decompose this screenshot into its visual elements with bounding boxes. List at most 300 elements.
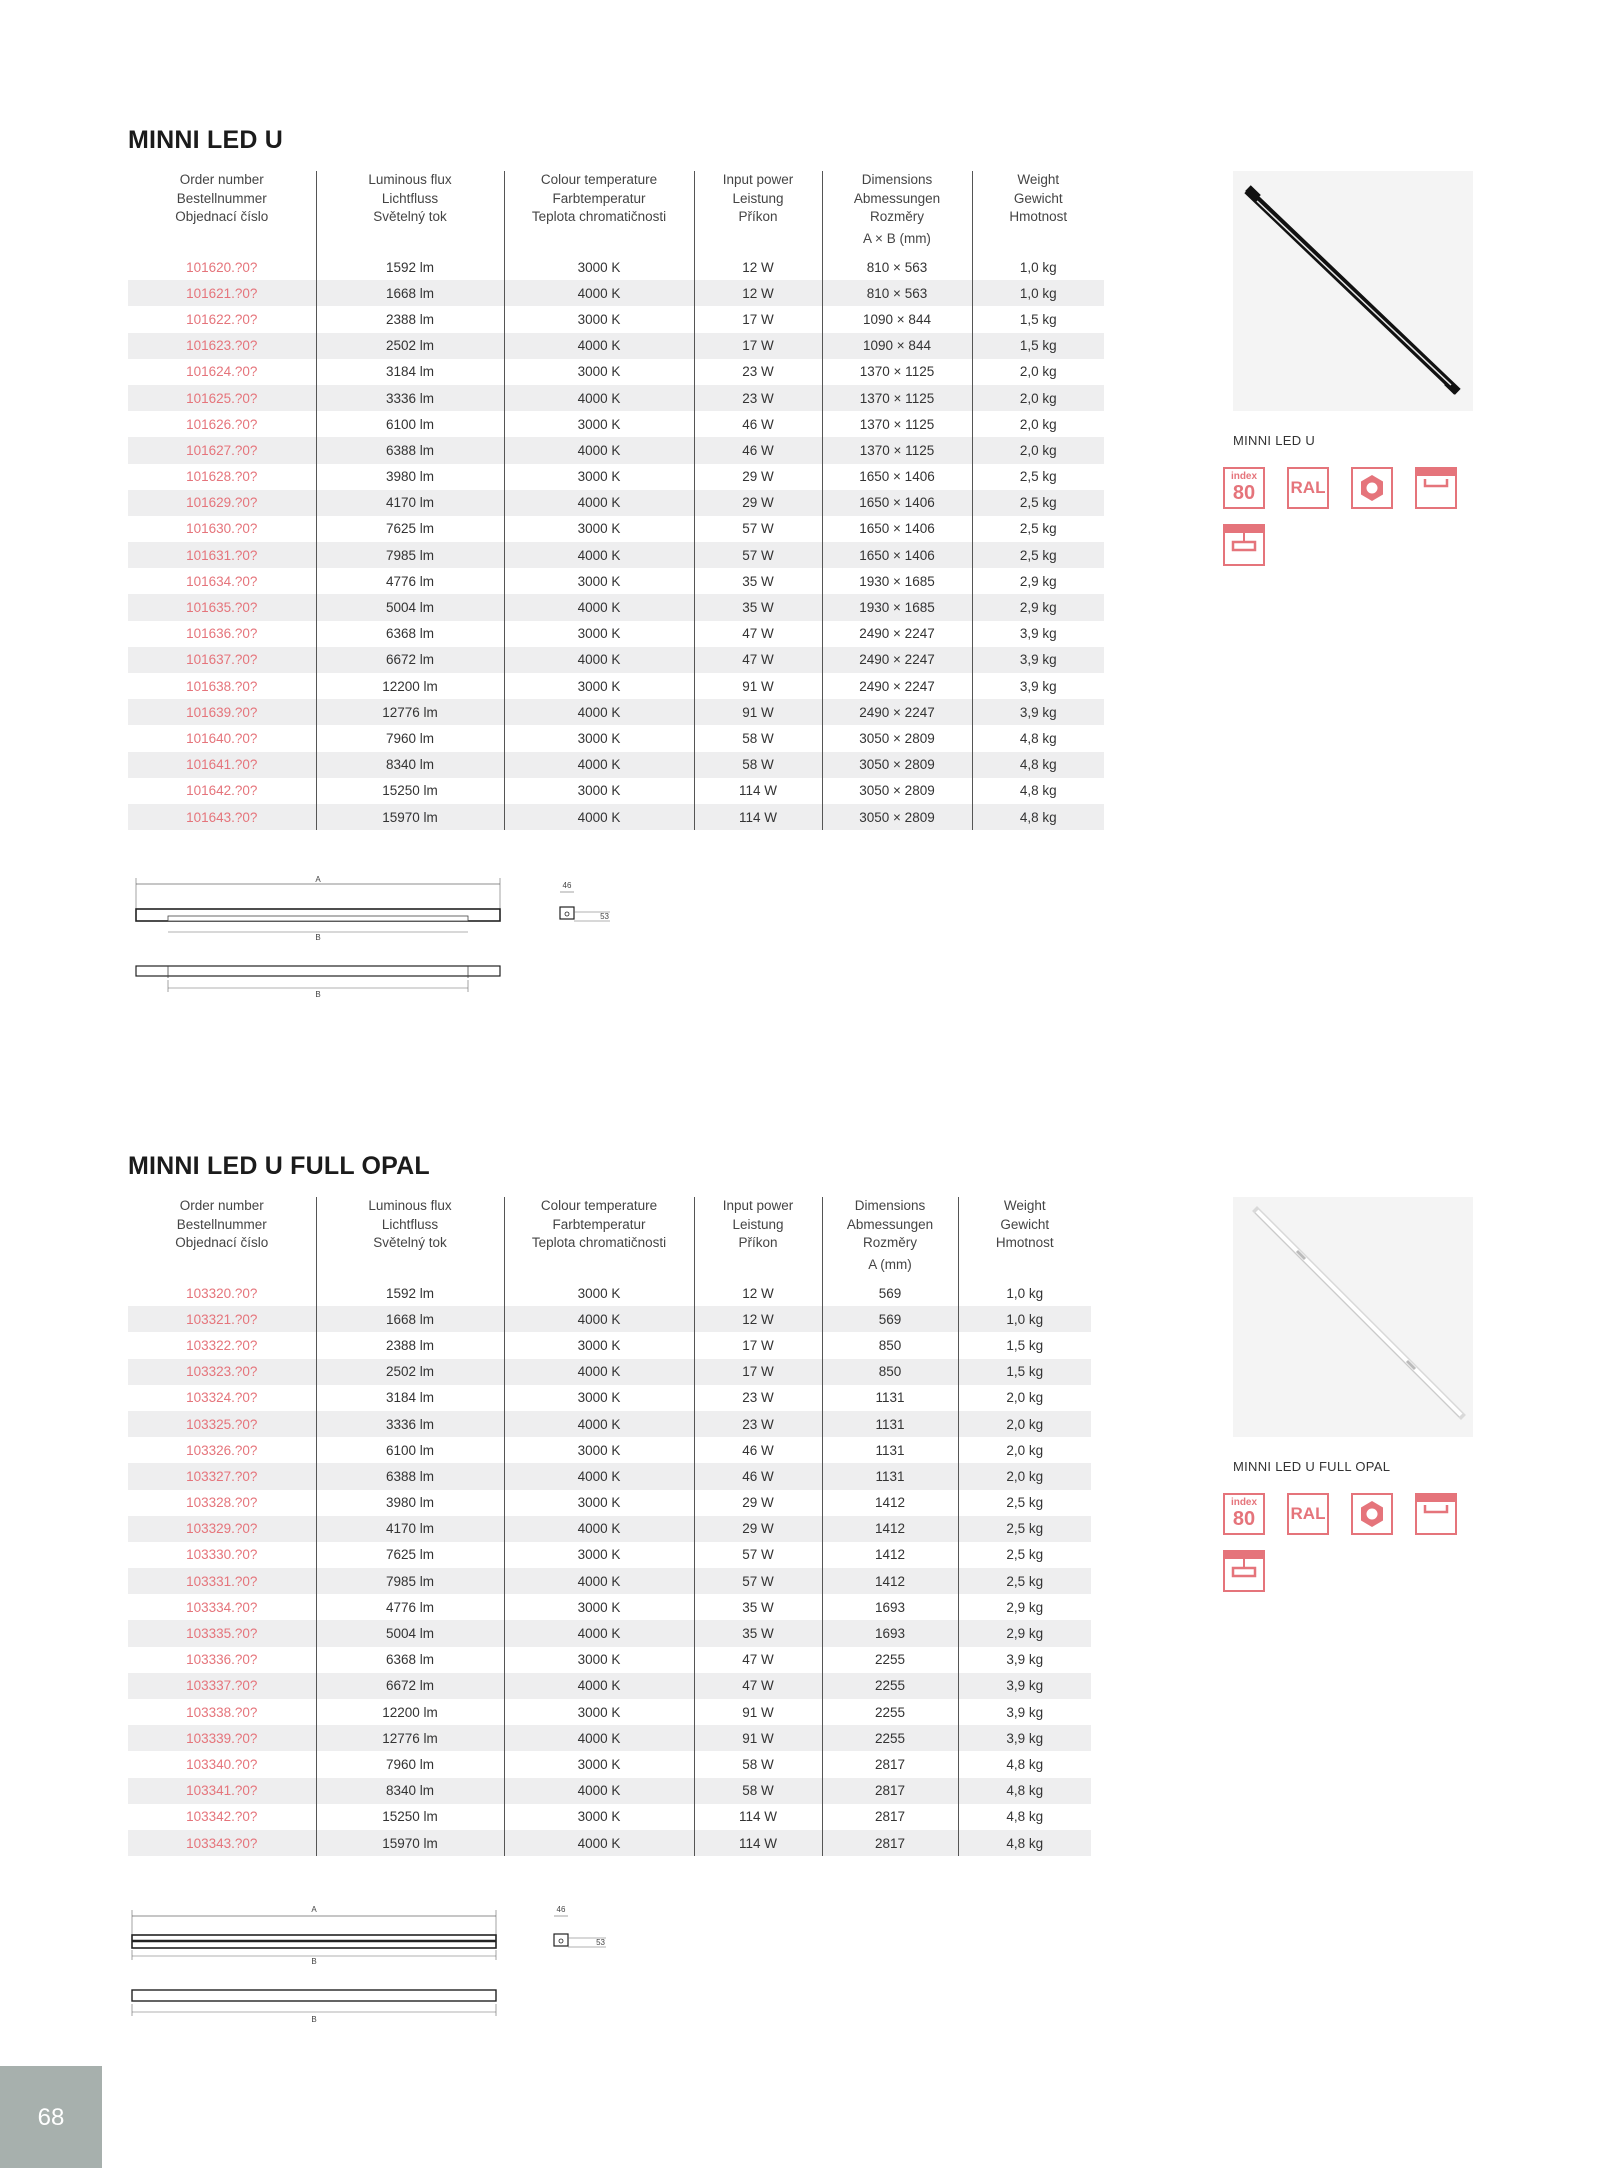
dimensions-cell: 3050 × 2809	[822, 778, 972, 804]
dimensions-cell: 1930 × 1685	[822, 594, 972, 620]
colour-temperature-cell: 4000 K	[504, 752, 694, 778]
header-line: Weight	[1017, 172, 1060, 187]
header-line: Weight	[1003, 1198, 1046, 1213]
luminous-flux-cell: 8340 lm	[316, 1778, 504, 1804]
luminous-flux-cell: 6100 lm	[316, 411, 504, 437]
header-line: Objednací číslo	[175, 209, 269, 224]
luminous-flux-cell: 2502 lm	[316, 1359, 504, 1385]
weight-cell: 2,5 kg	[972, 542, 1104, 568]
order-number-cell: 101640.?0?	[186, 730, 258, 746]
weight-cell: 4,8 kg	[972, 804, 1104, 830]
dimensions-cell: 2255	[822, 1725, 958, 1751]
luminous-flux-cell: 6368 lm	[316, 1647, 504, 1673]
weight-cell: 1,5 kg	[972, 333, 1104, 359]
table-row	[128, 1490, 1091, 1516]
table-row	[128, 752, 1104, 778]
colour-temperature-cell: 4000 K	[504, 385, 694, 411]
hexagon-nut-icon	[1351, 1493, 1393, 1535]
suspended-mount-glyph	[1225, 1552, 1263, 1590]
product-image	[1233, 1197, 1473, 1437]
table-row	[128, 1804, 1091, 1830]
colour-temperature-cell: 3000 K	[504, 1490, 694, 1516]
input-power-cell: 12 W	[694, 254, 822, 280]
weight-cell: 3,9 kg	[958, 1647, 1091, 1673]
colour-temperature-cell: 4000 K	[504, 1359, 694, 1385]
colour-temperature-cell: 4000 K	[504, 1411, 694, 1437]
table-body	[128, 254, 1104, 830]
spec-table	[128, 171, 1104, 830]
input-power-cell: 91 W	[694, 1699, 822, 1725]
header-dimensions	[822, 171, 972, 254]
pendant-luminaire-black-image	[1233, 171, 1473, 411]
input-power-cell: 57 W	[694, 542, 822, 568]
technical-drawing	[128, 1898, 648, 2028]
order-number-cell: 101624.?0?	[186, 364, 258, 380]
technical-drawing	[128, 872, 648, 1002]
order-number-cell: 103334.?0?	[186, 1599, 258, 1615]
dimensions-cell: 1930 × 1685	[822, 568, 972, 594]
input-power-cell: 47 W	[694, 621, 822, 647]
weight-cell: 2,9 kg	[972, 594, 1104, 620]
order-number-cell: 103343.?0?	[128, 1830, 316, 1856]
colour-temperature-cell: 3000 K	[504, 1332, 694, 1358]
section-title: MINNI LED U	[128, 126, 283, 154]
order-number-cell: 103322.?0?	[186, 1337, 258, 1353]
order-number-cell: 103320.?0?	[186, 1285, 258, 1301]
colour-temperature-cell: 4000 K	[504, 490, 694, 516]
input-power-cell: 35 W	[694, 1594, 822, 1620]
luminous-flux-cell: 4776 lm	[316, 1594, 504, 1620]
order-number-cell: 103340.?0?	[186, 1756, 258, 1772]
input-power-cell: 114 W	[694, 804, 822, 830]
colour-temperature-cell: 3000 K	[504, 673, 694, 699]
weight-cell: 3,9 kg	[972, 699, 1104, 725]
dimensions-cell: 2490 × 2247	[822, 699, 972, 725]
weight-cell: 1,0 kg	[972, 280, 1104, 306]
dimension-label-a: A	[311, 1905, 317, 1914]
input-power-cell: 47 W	[694, 1647, 822, 1673]
colour-temperature-cell: 3000 K	[504, 1751, 694, 1777]
table-row	[128, 411, 1104, 437]
input-power-cell: 23 W	[694, 359, 822, 385]
suspended-mount-icon	[1223, 524, 1265, 566]
header-colour-temperature	[504, 1197, 694, 1280]
luminous-flux-cell: 2388 lm	[316, 306, 504, 332]
weight-cell: 2,5 kg	[958, 1490, 1091, 1516]
colour-temperature-cell: 3000 K	[504, 1542, 694, 1568]
weight-cell: 3,9 kg	[972, 673, 1104, 699]
header-line: Rozměry	[862, 1235, 917, 1250]
colour-temperature-cell: 4000 K	[504, 804, 694, 830]
table-row	[128, 621, 1104, 647]
colour-temperature-cell: 4000 K	[504, 542, 694, 568]
table-row	[128, 542, 1104, 568]
order-number-cell: 101642.?0?	[186, 783, 258, 799]
dimensions-cell: 1131	[822, 1385, 958, 1411]
table-row	[128, 1778, 1091, 1804]
header-line: Rozměry	[869, 209, 924, 224]
section-title: MINNI LED U FULL OPAL	[128, 1152, 430, 1180]
header-line: Lichtfluss	[381, 1216, 439, 1232]
colour-temperature-cell: 4000 K	[504, 1620, 694, 1646]
order-number-cell: 103329.?0?	[128, 1516, 316, 1542]
table-row	[128, 594, 1104, 620]
order-number-cell: 101631.?0?	[128, 542, 316, 568]
table-row	[128, 1385, 1091, 1411]
dimensions-cell: 1412	[822, 1516, 958, 1542]
table-header-row	[128, 1197, 1091, 1280]
table-row	[128, 359, 1104, 385]
weight-cell: 2,5 kg	[972, 516, 1104, 542]
header-line: Farbtemperatur	[552, 190, 646, 206]
order-number-cell: 101637.?0?	[128, 647, 316, 673]
luminous-flux-cell: 15250 lm	[316, 1804, 504, 1830]
dimensions-cell: 1090 × 844	[822, 306, 972, 332]
header-line: Colour temperature	[540, 172, 658, 187]
input-power-cell: 17 W	[694, 1359, 822, 1385]
dimension-label-height: 46	[556, 1905, 566, 1914]
colour-temperature-cell: 3000 K	[504, 516, 694, 542]
weight-cell: 2,5 kg	[972, 464, 1104, 490]
dimensions-cell: 1693	[822, 1594, 958, 1620]
order-number-cell: 101635.?0?	[128, 594, 316, 620]
input-power-cell: 58 W	[694, 1751, 822, 1777]
weight-cell: 2,0 kg	[972, 359, 1104, 385]
header-line: Input power	[722, 172, 794, 187]
table-row	[128, 1306, 1091, 1332]
weight-cell: 4,8 kg	[958, 1778, 1091, 1804]
order-number-cell: 101622.?0?	[186, 311, 258, 327]
table-row	[128, 1542, 1091, 1568]
input-power-cell: 58 W	[694, 1778, 822, 1804]
colour-temperature-cell: 3000 K	[504, 359, 694, 385]
luminous-flux-cell: 2502 lm	[316, 333, 504, 359]
luminous-flux-cell: 12200 lm	[316, 673, 504, 699]
luminous-flux-cell: 3980 lm	[316, 1490, 504, 1516]
weight-cell: 2,9 kg	[972, 568, 1104, 594]
table-row	[128, 280, 1104, 306]
colour-temperature-cell: 3000 K	[504, 411, 694, 437]
index-label: index	[1230, 1497, 1258, 1508]
luminous-flux-cell: 3184 lm	[316, 359, 504, 385]
input-power-cell: 57 W	[694, 1542, 822, 1568]
header-line: Farbtemperatur	[552, 1216, 646, 1232]
suspended-mount-glyph	[1225, 526, 1263, 564]
header-line: Teplota chromatičnosti	[531, 209, 667, 224]
luminous-flux-cell: 15970 lm	[316, 804, 504, 830]
table-row	[128, 490, 1104, 516]
table-row	[128, 1463, 1091, 1489]
weight-cell: 1,0 kg	[958, 1280, 1091, 1306]
weight-cell: 4,8 kg	[958, 1751, 1091, 1777]
header-line: Input power	[722, 1198, 794, 1213]
order-number-cell: 101626.?0?	[186, 416, 258, 432]
luminous-flux-cell: 6368 lm	[316, 621, 504, 647]
spec-table	[128, 1197, 1091, 1856]
luminous-flux-cell: 7960 lm	[316, 725, 504, 751]
ral-label: RAL	[1290, 478, 1326, 497]
input-power-cell: 35 W	[694, 594, 822, 620]
table-row	[128, 254, 1104, 280]
luminous-flux-cell: 6672 lm	[316, 1673, 504, 1699]
colour-temperature-cell: 3000 K	[504, 254, 694, 280]
luminous-flux-cell: 6100 lm	[316, 1437, 504, 1463]
table-row	[128, 1699, 1091, 1725]
colour-temperature-cell: 4000 K	[504, 699, 694, 725]
input-power-cell: 12 W	[694, 1306, 822, 1332]
order-number-cell: 103330.?0?	[186, 1547, 258, 1563]
dimensions-cell: 1650 × 1406	[822, 542, 972, 568]
order-number-cell: 101623.?0?	[128, 333, 316, 359]
product-image	[1233, 171, 1473, 411]
order-number-cell: 103326.?0?	[186, 1442, 258, 1458]
colour-temperature-cell: 4000 K	[504, 1306, 694, 1332]
dimensions-cell: 1412	[822, 1568, 958, 1594]
colour-temperature-cell: 3000 K	[504, 1594, 694, 1620]
header-line: Gewicht	[1000, 1216, 1050, 1232]
input-power-cell: 57 W	[694, 1568, 822, 1594]
weight-cell: 2,0 kg	[958, 1437, 1091, 1463]
colour-temperature-cell: 3000 K	[504, 1647, 694, 1673]
header-line: Hmotnost	[995, 1235, 1054, 1250]
weight-cell: 4,8 kg	[972, 725, 1104, 751]
order-number-cell: 103331.?0?	[128, 1568, 316, 1594]
weight-cell: 4,8 kg	[958, 1804, 1091, 1830]
dimensions-cell: 1131	[822, 1437, 958, 1463]
weight-cell: 2,9 kg	[958, 1594, 1091, 1620]
luminous-flux-cell: 3336 lm	[316, 385, 504, 411]
input-power-cell: 46 W	[694, 1463, 822, 1489]
input-power-cell: 29 W	[694, 1516, 822, 1542]
luminous-flux-cell: 7985 lm	[316, 1568, 504, 1594]
colour-temperature-cell: 4000 K	[504, 1725, 694, 1751]
input-power-cell: 58 W	[694, 752, 822, 778]
input-power-cell: 17 W	[694, 333, 822, 359]
table-row	[128, 725, 1104, 751]
surface-mount-glyph	[1417, 469, 1455, 507]
colour-temperature-cell: 4000 K	[504, 280, 694, 306]
weight-cell: 2,0 kg	[972, 385, 1104, 411]
input-power-cell: 29 W	[694, 1490, 822, 1516]
header-line: Teplota chromatičnosti	[531, 1235, 667, 1250]
header-line: Příkon	[738, 209, 778, 224]
luminous-flux-cell: 1668 lm	[316, 280, 504, 306]
weight-cell: 1,5 kg	[972, 306, 1104, 332]
order-number-cell: 101620.?0?	[186, 259, 258, 275]
luminous-flux-cell: 7625 lm	[316, 1542, 504, 1568]
dimensions-cell: 569	[822, 1306, 958, 1332]
input-power-cell: 12 W	[694, 280, 822, 306]
dimensions-cell: 3050 × 2809	[822, 804, 972, 830]
header-line: Světelný tok	[373, 209, 447, 224]
order-number-cell: 101630.?0?	[186, 521, 258, 537]
luminous-flux-cell: 4776 lm	[316, 568, 504, 594]
header-weight	[972, 171, 1104, 254]
header-line: Dimensions	[861, 172, 933, 187]
colour-temperature-cell: 4000 K	[504, 1516, 694, 1542]
header-line: Order number	[179, 172, 264, 187]
order-number-cell: 103328.?0?	[186, 1495, 258, 1511]
table-row	[128, 778, 1104, 804]
header-line: Lichtfluss	[381, 190, 439, 206]
dimension-label-b: B	[311, 1957, 317, 1966]
order-number-cell: 103336.?0?	[186, 1652, 258, 1668]
weight-cell: 2,0 kg	[972, 411, 1104, 437]
header-dimensions	[822, 1197, 958, 1280]
luminous-flux-cell: 8340 lm	[316, 752, 504, 778]
suspended-mount-icon	[1223, 1550, 1265, 1592]
header-weight	[958, 1197, 1091, 1280]
luminous-flux-cell: 1668 lm	[316, 1306, 504, 1332]
dimensions-cell: 1370 × 1125	[822, 437, 972, 463]
order-number-cell: 103323.?0?	[128, 1359, 316, 1385]
colour-temperature-cell: 3000 K	[504, 464, 694, 490]
table-row	[128, 1647, 1091, 1673]
table-row	[128, 437, 1104, 463]
order-number-cell: 101621.?0?	[128, 280, 316, 306]
input-power-cell: 12 W	[694, 1280, 822, 1306]
luminous-flux-cell: 2388 lm	[316, 1332, 504, 1358]
header-luminous-flux	[316, 1197, 504, 1280]
ral-label: RAL	[1290, 1504, 1326, 1523]
input-power-cell: 23 W	[694, 1411, 822, 1437]
weight-cell: 2,5 kg	[958, 1542, 1091, 1568]
colour-temperature-cell: 3000 K	[504, 1437, 694, 1463]
input-power-cell: 29 W	[694, 490, 822, 516]
index-label: index	[1230, 471, 1258, 482]
input-power-cell: 46 W	[694, 1437, 822, 1463]
table-row	[128, 1673, 1091, 1699]
table-row	[128, 699, 1104, 725]
luminous-flux-cell: 4170 lm	[316, 1516, 504, 1542]
luminous-flux-cell: 3184 lm	[316, 1385, 504, 1411]
table-row	[128, 1280, 1091, 1306]
header-line: Dimensions	[854, 1198, 926, 1213]
cri-index-80-icon	[1223, 467, 1265, 509]
weight-cell: 2,5 kg	[958, 1516, 1091, 1542]
weight-cell: 2,0 kg	[958, 1385, 1091, 1411]
header-line: Luminous flux	[368, 172, 452, 187]
header-line: Leistung	[732, 190, 784, 206]
table-row	[128, 333, 1104, 359]
surface-mount-glyph	[1417, 1495, 1455, 1533]
colour-temperature-cell: 4000 K	[504, 1830, 694, 1856]
order-number-cell: 101634.?0?	[186, 573, 258, 589]
dimensions-cell: 1370 × 1125	[822, 385, 972, 411]
dimensions-cell: 1131	[822, 1463, 958, 1489]
header-line: Objednací číslo	[175, 1235, 269, 1250]
input-power-cell: 114 W	[694, 1830, 822, 1856]
dimensions-cell: 1650 × 1406	[822, 516, 972, 542]
dimensions-cell: 2817	[822, 1830, 958, 1856]
table-body	[128, 1280, 1091, 1856]
dimensions-cell: 850	[822, 1332, 958, 1358]
luminous-flux-cell: 12776 lm	[316, 699, 504, 725]
header-order-number	[128, 171, 316, 254]
dimension-label-b: B	[315, 933, 321, 942]
header-line: Leistung	[732, 1216, 784, 1232]
weight-cell: 2,5 kg	[958, 1568, 1091, 1594]
dimension-label-height: 46	[562, 881, 572, 890]
weight-cell: 1,0 kg	[972, 254, 1104, 280]
header-line: Bestellnummer	[176, 1216, 267, 1232]
luminous-flux-cell: 7960 lm	[316, 1751, 504, 1777]
table-row	[128, 1437, 1091, 1463]
header-input-power	[694, 1197, 822, 1280]
table-row	[128, 1594, 1091, 1620]
table-row	[128, 385, 1104, 411]
colour-temperature-cell: 3000 K	[504, 1280, 694, 1306]
colour-temperature-cell: 4000 K	[504, 647, 694, 673]
header-line: Abmessungen	[846, 1216, 934, 1232]
input-power-cell: 114 W	[694, 1804, 822, 1830]
colour-temperature-cell: 4000 K	[504, 1673, 694, 1699]
table-row	[128, 1725, 1091, 1751]
surface-mount-icon	[1415, 467, 1457, 509]
luminous-flux-cell: 5004 lm	[316, 1620, 504, 1646]
ral-colour-icon	[1287, 467, 1329, 509]
colour-temperature-cell: 3000 K	[504, 621, 694, 647]
surface-mount-icon	[1415, 1493, 1457, 1535]
colour-temperature-cell: 3000 K	[504, 1804, 694, 1830]
colour-temperature-cell: 4000 K	[504, 594, 694, 620]
dimensions-cell: 2490 × 2247	[822, 673, 972, 699]
dimensions-cell: 2817	[822, 1804, 958, 1830]
dimensions-cell: 1412	[822, 1490, 958, 1516]
page-number: 68	[37, 2104, 65, 2131]
order-number-cell: 101628.?0?	[186, 469, 258, 485]
header-dims-unit: A (mm)	[868, 1256, 912, 1272]
luminous-flux-cell: 15250 lm	[316, 778, 504, 804]
weight-cell: 4,8 kg	[958, 1830, 1091, 1856]
weight-cell: 3,9 kg	[972, 621, 1104, 647]
dimension-label-a: A	[315, 875, 321, 884]
luminous-flux-cell: 7625 lm	[316, 516, 504, 542]
dimensions-cell: 1650 × 1406	[822, 464, 972, 490]
colour-temperature-cell: 4000 K	[504, 333, 694, 359]
colour-temperature-cell: 3000 K	[504, 568, 694, 594]
header-order-number	[128, 1197, 316, 1280]
table-header-row	[128, 171, 1104, 254]
order-number-cell: 101638.?0?	[186, 678, 258, 694]
dimension-label-b: B	[311, 2015, 317, 2024]
dimension-label-b: B	[315, 990, 321, 999]
input-power-cell: 46 W	[694, 411, 822, 437]
colour-temperature-cell: 3000 K	[504, 306, 694, 332]
input-power-cell: 23 W	[694, 385, 822, 411]
luminous-flux-cell: 6672 lm	[316, 647, 504, 673]
luminous-flux-cell: 15970 lm	[316, 1830, 504, 1856]
header-line: Světelný tok	[373, 1235, 447, 1250]
dimensions-cell: 810 × 563	[822, 280, 972, 306]
header-line: Příkon	[738, 1235, 778, 1250]
weight-cell: 2,0 kg	[958, 1463, 1091, 1489]
header-colour-temperature	[504, 171, 694, 254]
weight-cell: 3,9 kg	[958, 1725, 1091, 1751]
hexagon-nut-icon	[1351, 467, 1393, 509]
order-number-cell: 103337.?0?	[128, 1673, 316, 1699]
index-value: 80	[1232, 482, 1256, 504]
input-power-cell: 29 W	[694, 464, 822, 490]
table-row	[128, 673, 1104, 699]
colour-temperature-cell: 4000 K	[504, 1568, 694, 1594]
index-value: 80	[1232, 1508, 1256, 1530]
colour-temperature-cell: 4000 K	[504, 1778, 694, 1804]
luminous-flux-cell: 12200 lm	[316, 1699, 504, 1725]
dimensions-cell: 2255	[822, 1647, 958, 1673]
dimensions-cell: 2490 × 2247	[822, 621, 972, 647]
luminous-flux-cell: 1592 lm	[316, 1280, 504, 1306]
